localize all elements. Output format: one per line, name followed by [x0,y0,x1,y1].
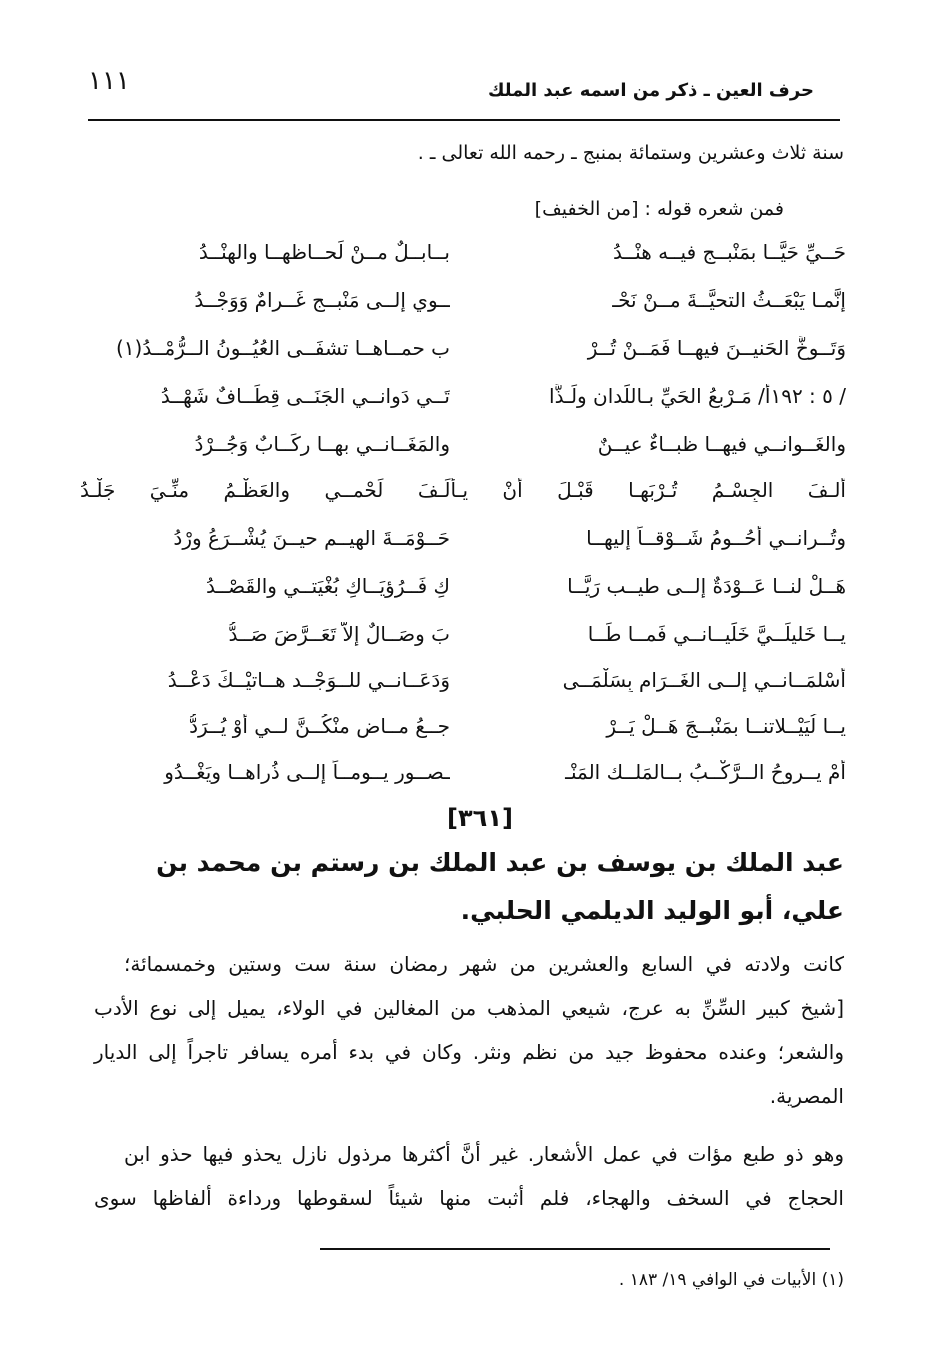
verse-line [80,526,846,576]
page-number: ١١١ [88,66,130,96]
verse-sadr: حَــيِّ حَيَّــا بمَنْبــجٍ فيــه هنْــدُ [612,240,846,264]
footnote-rule [320,1248,830,1250]
verse-line [80,760,846,810]
paragraph-line: وهو ذو طبع مؤات في عمل الأشعار. غير أنَّ أكثرها مرذول نازل يحذو فيها حذو ابن [124,1142,844,1166]
verse-sadr: يــا خَليلَــيَّ خَلِّيــانــي فَمــا طَــا [587,622,846,646]
header-rule [88,119,840,121]
verse-ajuz: حَــوْمَــةَ الهيــم حيــنَ يُشْــرَعُ وِرْدُ [173,526,450,550]
verse-ajuz: تَــي دَوانــي الجَنَــى قِطَــافٌ شَهْــدُ [160,384,450,408]
verse-ajuz: وَدَعَــانــي للــوَجْــد هــاتيْــكَ دَعْــدُ [167,668,450,692]
paragraph-line: المصرية. [769,1084,844,1108]
verse-heading: فمن شعره قوله : [من الخفيف] [534,198,784,220]
verse-mudawwar: ألـفَ الجِسْـمُ تُـرْبَهـا قَبْـلَ أنْ يـألَـفَ لَحْمــي والعَظْـمُ منِّـيَ جَلْـدُ [80,478,846,502]
verse-sadr: أسْلمَــانــي إلــى الغَــرَام بِسَلْمَــى [562,668,846,692]
footnote: (١) الأبيات في الوافي ١٩/ ١٨٣ . [618,1270,844,1290]
verse-sadr: أمْ يــروحُ الــرَّكْــبُ بــالمَلــك المَنْـ [565,760,846,784]
verse-sadr: يــا لُيَيْــلاتنــا بمَنْبــجَ هَــلْ يَــرْ [606,714,846,738]
verse-line [80,714,846,764]
intro-line: سنة ثلاث وعشرين وستمائة بمنبج ـ رحمه الله تعالى ـ . [417,142,844,164]
verse-line [80,384,846,434]
verse-line [80,574,846,624]
verse-ajuz: بَ وِصَــالٌ إلاَّ تَعَــرَّضَ صَــدُّ [228,622,450,646]
verse-line [80,668,846,718]
paragraph-line: الحجاج في السخف والهجاء، فلم أثبت منها شيئاً لسقوطها ورداءة ألفاظها سوى [94,1186,844,1210]
verse-line [80,478,846,528]
verse-ajuz: جــعُ مــاضٍ منْكُــنَّ لــي أوْ يُــرَدُّ [189,714,450,738]
verse-ajuz: كِ فَــرُؤيَــاكِ بُغْيَتــي والقَصْــدُ [205,574,450,598]
entry-title-line: علي، أبو الوليد الديلمي الحلبي. [460,896,844,925]
verse-ajuz: ب حمــاهــا تشفَــى العُيُــونُ الــرُّمْــدُ(١) [115,336,450,360]
verse-sadr: والغَــوانــي فيهــا ظبــاءٌ عيــنٌ [597,432,846,456]
verse-ajuz: ـصــور يــومــاً إلــى ذُراهــا ويَغْــدُو [164,760,450,784]
verse-sadr: إنَّمـا يَبْعَــثُ التحيَّــةَ مــنْ نَحْـ [612,288,846,312]
verse-ajuz: ــوي إلــى مَنْبــجٍ غَــرامٌ وَوَجْــدُ [194,288,450,312]
paragraph-line: كانت ولادته في السابع والعشرين من شهر رمضان سنة ست وستين وخمسمائة؛ [124,952,844,976]
verse-sadr: / ٥ : ١٩٢أ/ مَـرْبعُ الحَيِّ بـاللِّدانِ ولَـذَّا [549,384,846,408]
paragraph-line: والشعر؛ وعنده محفوظ جيد من نظم ونثر. وكان في بدء أمره يسافر تاجراً إلى الديار [94,1040,844,1064]
running-head: حرف العين ـ ذكر من اسمه عبد الملك [488,80,814,101]
verse-line [80,240,846,290]
verse-sadr: هَــلْ لنــا عَــوْدَةٌ إلــى طيــب رَيَّــا [567,574,846,598]
entry-title-line: عبد الملك بن يوسف بن عبد الملك بن رستم بن محمد بن [156,848,844,877]
verse-line [80,336,846,386]
verse-line [80,432,846,482]
entry-number: [٣٦١] [447,804,513,832]
verse-line [80,288,846,338]
paragraph-line: [شيخ كبير السِّنِّ به عرج، شيعي المذهب من المغالين في الولاء، يميل إلى نوع الأدب [94,996,844,1020]
verse-sadr: وَتَــوخَّ الحَنيــنَ فيهــا فَمَــنْ تُــرْ [587,336,846,360]
verse-ajuz: والمَغَــانــي بهــا رِكَــابٌ وَجُــرْدُ [194,432,450,456]
verse-ajuz: بــابــلٌ مــنْ لَحــاظهــا والهنْــدُ [198,240,450,264]
verse-line [80,622,846,672]
verse-sadr: وتُــرانــي أحُــومُ شَــوْقــاً إليهــا [586,526,846,550]
